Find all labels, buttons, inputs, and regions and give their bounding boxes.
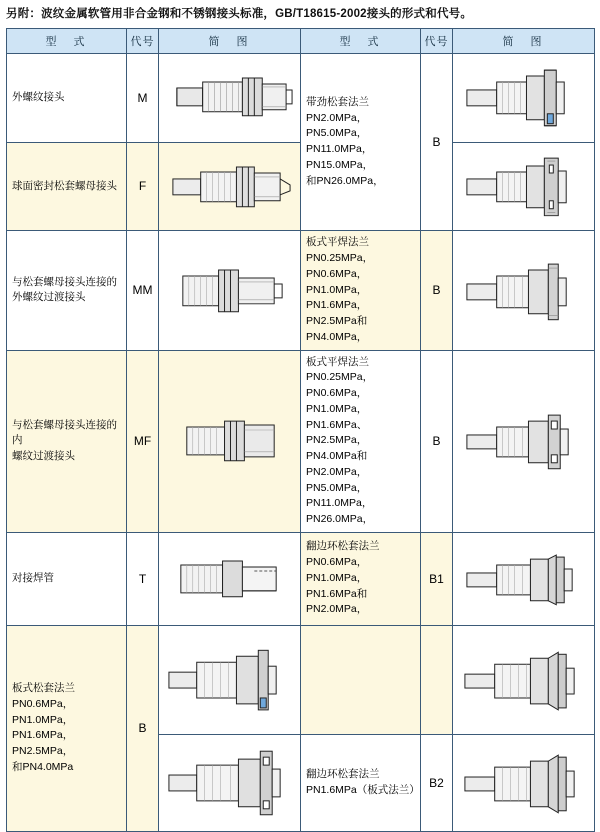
right-row-1-name: [301, 231, 421, 350]
right-row-1-line-2: PN1.0MPa，PN1.6MPa，: [306, 283, 368, 312]
table-row: [7, 231, 595, 350]
right-row-0-line-3: 和PN26.0MPa，: [306, 174, 384, 187]
table-body: [7, 53, 595, 831]
left-row-3-line-0: 与松套螺母接头连接的内: [12, 418, 117, 447]
right-row-2-line-3: PN2.5MPa，PN4.0MPa和: [306, 434, 368, 463]
figure-svg: [159, 737, 300, 829]
figure-svg: [159, 628, 300, 732]
header-figure-left: 简 图: [159, 28, 301, 53]
right-row-2-figure: [453, 350, 595, 532]
right-row-4-code: B2: [421, 734, 453, 831]
left-row-1-figure: [159, 142, 301, 231]
table-row: [7, 625, 595, 734]
left-row-0-line-0: 外螺纹接头: [12, 90, 65, 103]
right-row-3-code-dup: [421, 625, 453, 734]
left-row-5-figure-b: [159, 734, 301, 831]
figure-svg: [453, 56, 594, 140]
left-row-3-figure: [159, 350, 301, 532]
left-row-4-figure: [159, 532, 301, 625]
right-row-2-code: B: [421, 350, 453, 532]
right-row-0-line-0: 带劲松套法兰: [306, 95, 369, 108]
right-row-2-line-2: PN1.0MPa，PN1.6MPa、: [306, 402, 368, 431]
left-row-0-code: M: [127, 53, 159, 142]
right-row-3-line-1: PN0.6MPa，PN1.0MPa，: [306, 556, 368, 584]
ribbed-lap-joint-flange-icon: [453, 54, 594, 142]
right-row-3-figure-b: [453, 625, 595, 734]
right-row-3-code: B1: [421, 532, 453, 625]
figure-svg: [159, 145, 300, 229]
header-code-right: 代号: [421, 28, 453, 53]
left-row-5-line-2: PN1.6MPa，PN2.5MPa，: [12, 729, 74, 758]
table-row: [7, 53, 595, 142]
table-header: [7, 28, 595, 53]
left-row-2-figure: [159, 231, 301, 350]
header-type-right: 型 式: [301, 28, 421, 53]
header-code-left: 代号: [127, 28, 159, 53]
right-row-4-line-0: 翻边环松套法兰: [306, 768, 380, 781]
right-row-0-code: B: [421, 53, 453, 231]
lapped-ring-flange-plate-icon: [453, 735, 594, 831]
left-row-4-name: [7, 532, 127, 625]
plate-slip-on-flange-icon: [453, 246, 594, 336]
right-row-2-name: [301, 350, 421, 532]
right-row-0-figure-b: [453, 142, 595, 231]
header-type-left: 型 式: [7, 28, 127, 53]
left-row-3-line-1: 螺纹过渡接头: [12, 450, 75, 463]
figure-svg: [453, 628, 594, 732]
right-row-4-figure: [453, 734, 595, 831]
right-row-1-code: B: [421, 231, 453, 350]
right-row-4-name: [301, 734, 421, 831]
right-row-2-line-1: PN0.25MPa，PN0.6MPa，: [306, 371, 374, 400]
plate-lap-joint-flange-icon: [159, 626, 300, 734]
left-row-1-line-0: 球面密封松套螺母接头: [12, 179, 117, 192]
figure-svg: [453, 535, 594, 623]
female-thread-adapter-icon: [159, 395, 300, 487]
figure-svg: [453, 145, 594, 229]
left-row-1-code: F: [127, 142, 159, 231]
figure-svg: [453, 248, 594, 334]
left-row-2-line-1: 外螺纹过渡接头: [12, 291, 86, 304]
right-row-1-figure: [453, 231, 595, 350]
right-row-1-line-1: PN0.25MPa，PN0.6MPa，: [306, 252, 374, 280]
spherical-seal-union-nut-icon: [159, 143, 300, 231]
right-row-1-line-0: 板式平焊法兰: [306, 236, 369, 249]
figure-svg: [159, 56, 300, 140]
figure-svg: [453, 737, 594, 829]
right-row-3-name: [301, 532, 421, 625]
right-row-2-line-4: PN2.0MPa，PN5.0MPa，: [306, 465, 368, 494]
coupling-standard-table: [6, 28, 595, 832]
right-row-2-line-0: 板式平焊法兰: [306, 355, 369, 368]
figure-svg: [159, 535, 300, 623]
right-row-3-figure: [453, 532, 595, 625]
left-row-0-figure: [159, 53, 301, 142]
plate-lap-joint-flange-icon-2: [159, 735, 300, 831]
left-row-5-code: B: [127, 625, 159, 831]
table-row: [7, 532, 595, 625]
figure-svg: [159, 397, 300, 485]
left-row-2-line-0: 与松套螺母接头连接的: [12, 275, 117, 288]
left-row-5-line-3: 和PN4.0MPa: [12, 760, 74, 773]
figure-svg: [159, 248, 300, 334]
right-row-0-line-1: PN2.0MPa，PN5.0MPa，: [306, 111, 368, 140]
right-row-1-line-3: PN2.5MPa和PN4.0MPa，: [306, 315, 368, 343]
butt-weld-pipe-icon: [159, 533, 300, 625]
left-row-3-code: MF: [127, 350, 159, 532]
lapped-ring-flange-icon: [453, 533, 594, 625]
left-row-4-line-0: 对接焊管: [12, 571, 54, 584]
left-row-5-line-0: 板式松套法兰: [12, 682, 75, 695]
right-row-2-line-5: PN11.0MPa，PN26.0MPa，: [306, 497, 374, 526]
right-row-4-line-1: PN1.6MPa（板式法兰）: [306, 783, 420, 796]
lapped-ring-flange-icon-2: [453, 626, 594, 734]
left-row-5-name: [7, 625, 127, 831]
table-row: [7, 350, 595, 532]
right-row-0-figure: [453, 53, 595, 142]
right-row-3-line-2: PN1.6MPa和PN2.0MPa，: [306, 587, 368, 616]
left-row-3-name: [7, 350, 127, 532]
header-row: [7, 28, 595, 53]
left-row-2-name: [7, 231, 127, 350]
right-row-0-line-2: PN11.0MPa，PN15.0MPa，: [306, 143, 374, 171]
left-row-5-figure-a: [159, 625, 301, 734]
left-row-4-code: T: [127, 532, 159, 625]
left-row-2-code: MM: [127, 231, 159, 350]
header-figure-right: 简 图: [453, 28, 595, 53]
left-row-1-name: [7, 142, 127, 231]
figure-svg: [453, 397, 594, 485]
male-thread-adapter-icon: [159, 246, 300, 336]
left-row-5-line-1: PN0.6MPa，PN1.0MPa，: [12, 697, 74, 726]
threaded-male-coupling-icon: [159, 54, 300, 142]
right-row-3-line-0: 翻边环松套法兰: [306, 540, 380, 553]
page-title: 另附：波纹金属软管用非合金钢和不锈钢接头标准，GB/T18615-2002接头的形式和代号。: [6, 8, 473, 20]
right-row-3-name-dup: [301, 625, 421, 734]
right-row-0-name: [301, 53, 421, 231]
ribbed-lap-joint-flange-icon-2: [453, 143, 594, 231]
left-row-0-name: [7, 53, 127, 142]
plate-slip-on-flange-hp-icon: [453, 395, 594, 487]
